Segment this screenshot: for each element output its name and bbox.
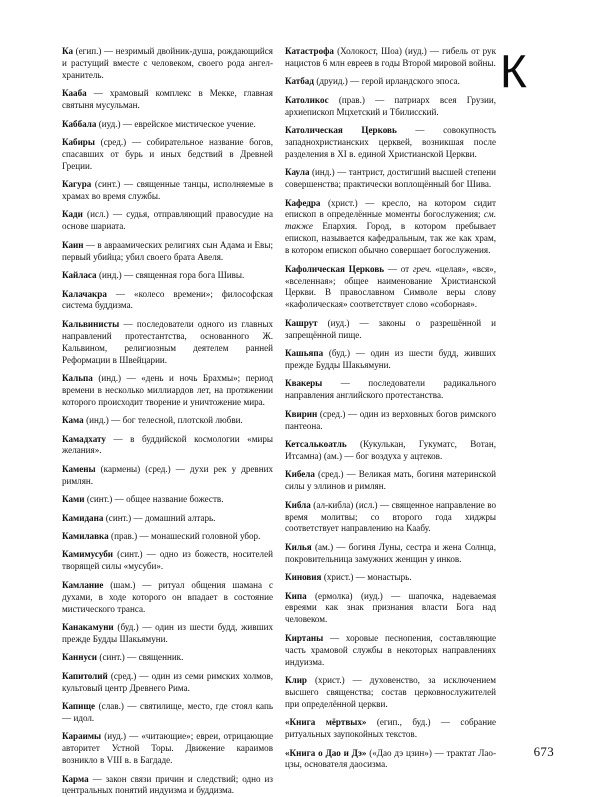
dictionary-entry: [285, 675, 496, 711]
entry-definition: — закон связи причин и следствий; одно из центральных понятий индуизма и буддизма.: [62, 774, 273, 796]
dictionary-entry: [62, 671, 273, 695]
entry-definition: (Кукулькан, Гукуматс, Вотан, Итсамна) (ам.) — бог воздуха у ацтеков.: [285, 439, 496, 461]
dictionary-entry: [62, 119, 273, 131]
dictionary-entry: [285, 167, 496, 191]
entry-headword: Камены: [62, 464, 96, 474]
entry-definition: (буд.) — один из шести будд, живших прежде Будды Шакьямуни.: [285, 348, 496, 370]
entry-headword: Ками: [62, 494, 84, 504]
entry-definition: (синт.) — общее название божеств.: [84, 494, 223, 504]
entry-definition: (инд.) — священная гора бога Шивы.: [97, 270, 245, 280]
entry-definition: (кармены) (сред.) — духи рек у древних римлян.: [62, 464, 273, 486]
dictionary-entry: [62, 580, 273, 616]
entry-definition: (исл.) — судья, отправляющий правосудие на основе шариата.: [62, 209, 273, 231]
entry-definition: (синт.) — священные танцы, исполняемые в храмах во время службы.: [62, 179, 273, 201]
entry-headword: Камимусуби: [62, 549, 113, 559]
entry-headword: Кибла: [285, 500, 311, 510]
entry-headword: Кафолическая Церковь: [285, 264, 384, 274]
entry-headword: Киртаны: [285, 633, 323, 643]
dictionary-entry: [285, 264, 496, 312]
entry-headword: «Книга о Дао и Дэ»: [285, 748, 366, 758]
entry-definition: (синт.) — одно из божеств, носителей творящей силы «мусуби».: [62, 549, 273, 571]
entry-definition: (христ.) — духовенство, за исключением высшего священства; состав церковнослужителей при определённой церкви.: [285, 675, 496, 709]
dictionary-entry: [62, 137, 273, 173]
dictionary-entry: [62, 240, 273, 264]
entry-definition: — храмовый комплекс в Мекке, главная святыня мусульман.: [62, 88, 273, 110]
dictionary-entry: [285, 198, 496, 258]
entry-definition: (прав.) — монашеский головной убор.: [109, 531, 261, 541]
entry-headword: Калачакра: [62, 289, 107, 299]
entry-headword: «Книга мёртвых»: [285, 717, 366, 727]
entry-definition: (егип.) — незримый двойник-душа, рождающийся и растущий вместе с человеком, своего рода ангел-хранитель.: [62, 46, 273, 80]
dictionary-entry: [285, 633, 496, 669]
entry-definition: (иуд.) — законы о разрешённой и запрещённой пище.: [285, 318, 496, 340]
dictionary-entry: [62, 179, 273, 203]
entry-definition: (буд.) — один из шести будд, живших прежде Будды Шакьямуни.: [62, 622, 273, 644]
entry-definition: (инд.) — бог телесной, плотской любви.: [84, 415, 243, 425]
entry-headword: Каула: [285, 167, 310, 177]
entry-headword: Католикос: [285, 95, 329, 105]
entry-headword: Кашрут: [285, 318, 318, 328]
entry-definition: (ам.) — богиня Луны, сестра и жена Солнца, покровительница замужних женщин у инков.: [285, 542, 496, 564]
dictionary-entry: [62, 622, 273, 646]
dictionary-entry: [285, 76, 496, 88]
left-column: [62, 46, 273, 726]
entry-headword: Караимы: [62, 731, 101, 741]
entry-headword: Кади: [62, 209, 83, 219]
dictionary-entry: [285, 717, 496, 741]
entry-headword: Каббала: [62, 119, 96, 129]
entry-italic-marker: греч.: [413, 264, 432, 274]
dictionary-entry: [62, 88, 273, 112]
entry-headword: Кагура: [62, 179, 91, 189]
entry-headword: Капитолий: [62, 671, 108, 681]
dictionary-entry: [62, 434, 273, 458]
entry-headword: Кама: [62, 415, 84, 425]
entry-definition: — в авраамических религиях сын Адама и Евы; первый убийца; убил своего брата Авеля.: [62, 240, 273, 262]
entry-headword: Клир: [285, 675, 307, 685]
entry-definition: (сред.) — один из верховных богов римского пантеона.: [285, 409, 496, 431]
entry-headword: Кайласа: [62, 270, 97, 280]
dictionary-entry: [62, 464, 273, 488]
entry-definition: (прав.) — патриарх всея Грузии, архиепископ Мцхетский и Тбилисский.: [285, 95, 496, 117]
entry-definition: («Дао дэ цзин») — трактат Лао-цзы, основателя даосизма.: [285, 748, 496, 770]
dictionary-entry: [62, 46, 273, 82]
dictionary-entry: [62, 209, 273, 233]
dictionary-entry: [285, 439, 496, 463]
entry-definition: (сред.) — собирательное название богов, спасавших от бурь и иных бедствий в Древней Греции.: [62, 137, 273, 171]
entry-definition: (слав.) — святилище, место, где стоял капь — идол.: [62, 701, 273, 723]
dictionary-entry: [285, 748, 496, 772]
entry-definition: (инд.) — тантрист, достигший высшей степени совершенства; практически воплощённый бог Шива.: [285, 167, 496, 189]
dictionary-entry: [62, 494, 273, 506]
entry-headword: Квирин: [285, 409, 317, 419]
dictionary-entry: [62, 373, 273, 409]
dictionary-entry: [62, 415, 273, 427]
entry-headword: Кабиры: [62, 137, 95, 147]
entry-definition: — последователи одного из главных направлений протестантства, основанного Ж. Кальвином, религиозным деятелем ранней Реформации в Швейцарии.: [62, 319, 273, 365]
dictionary-entry: [62, 731, 273, 767]
dictionary-entry: [62, 652, 273, 664]
entry-italic-marker: см. также: [285, 209, 496, 231]
dictionary-entry: [62, 531, 273, 543]
entry-headword: Камлание: [62, 580, 103, 590]
entry-headword: Кашьяпа: [285, 348, 323, 358]
dictionary-entry: [62, 513, 273, 525]
entry-headword: Кафедра: [285, 198, 320, 208]
dictionary-entry: [62, 289, 273, 313]
entry-definition: — «колесо времени»; философская система буддизма.: [62, 289, 273, 311]
entry-definition: (синт.) — священник.: [97, 652, 183, 662]
right-column: [285, 46, 496, 726]
dictionary-entry: [285, 95, 496, 119]
dictionary-entry: [285, 46, 496, 70]
entry-headword: Кальвинисты: [62, 319, 119, 329]
entry-headword: Каннуси: [62, 652, 97, 662]
entry-headword: Камадхату: [62, 434, 106, 444]
text-columns: [62, 46, 496, 726]
dictionary-entry: [285, 500, 496, 536]
entry-definition: (ал-кибла) (исл.) — священное направление во время молитвы; со второго года хиджры соответствует направлению на Каабу.: [285, 500, 496, 534]
entry-headword: Кааба: [62, 88, 87, 98]
entry-headword: Капище: [62, 701, 95, 711]
entry-headword: Ка: [62, 46, 73, 56]
dictionary-entry: [62, 549, 273, 573]
entry-headword: Камилавка: [62, 531, 109, 541]
entry-headword: Квакеры: [285, 378, 322, 388]
dictionary-entry: [285, 318, 496, 342]
entry-definition: (иуд.) — «читающие»; евреи, отрицающие авторитет Устной Торы. Движение караимов возникло в VIII в. в Багдаде.: [62, 731, 273, 765]
entry-definition: — совокупность западнохристианских церквей, возникшая после разделения в XI в. единой Христианской Церкви.: [285, 125, 496, 159]
entry-headword: Катастрофа: [285, 46, 334, 56]
dictionary-entry: [62, 701, 273, 725]
dictionary-entry: [285, 348, 496, 372]
entry-definition-cont: Епархия. Город, в котором пребывает епископ, называется кафедральным, так же как храм, в котором епископ обычно совершает богослужения.: [285, 221, 496, 255]
entry-definition: (сред.) — один из семи римских холмов, культовый центр Древнего Рима.: [62, 671, 273, 693]
entry-headword: Канакамуни: [62, 622, 114, 632]
entry-definition: (друид.) — герой ирландского эпоса.: [314, 76, 460, 86]
entry-headword: Кальпа: [62, 373, 93, 383]
entry-headword: Камидана: [62, 513, 103, 523]
dictionary-entry: [62, 774, 273, 797]
entry-definition: (христ.) — монастырь.: [321, 572, 411, 582]
dictionary-entry: [285, 125, 496, 161]
dictionary-entry: [285, 469, 496, 493]
page-number: 673: [534, 744, 554, 760]
entry-definition: (шам.) — ритуал общения шамана с духами, в ходе которого он впадает в состояние мистического транса.: [62, 580, 273, 614]
entry-headword: Карма: [62, 774, 89, 784]
entry-headword: Кипа: [285, 591, 307, 601]
entry-definition: (иуд.) — еврейское мистическое учение.: [96, 119, 255, 129]
entry-definition: — хоровые песнопения, составляющие часть храмовой службы в некоторых направлениях индуизма.: [285, 633, 496, 667]
entry-definition: (егип., буд.) — собрание ритуальных заупокойных текстов.: [285, 717, 496, 739]
letter-index-tab: К: [500, 42, 570, 112]
entry-definition: (синт.) — домашний алтарь.: [103, 513, 215, 523]
entry-headword: Католическая Церковь: [285, 125, 397, 135]
entry-definition-cont: «целая», «вся», «вселенная»; общее наименование Христианской Церкви. В православном Символе веры слову «кафолическая» соответствует слово «соборная».: [285, 264, 496, 310]
entry-definition: (ермолка) (иуд.) — шапочка, надеваемая евреями как знак признания власти Бога над человеком.: [285, 591, 496, 625]
dictionary-entry: [285, 378, 496, 402]
dictionary-entry: [62, 270, 273, 282]
entry-definition: (христ.) — кресло, на котором сидит епископ в определённые моменты богослужения;: [285, 198, 496, 220]
entry-definition: (инд.) — «день и ночь Брахмы»; период времени в несколько миллиардов лет, на протяжении которого происходит творение и уничтожение мира.: [62, 373, 273, 407]
dictionary-entry: [285, 542, 496, 566]
dictionary-entry: [285, 409, 496, 433]
dictionary-entry: [285, 591, 496, 627]
entry-headword: Килья: [285, 542, 312, 552]
entry-headword: Кетсалькоатль: [285, 439, 347, 449]
entry-headword: Кибела: [285, 469, 315, 479]
entry-headword: Киновия: [285, 572, 321, 582]
dictionary-entry: [62, 319, 273, 367]
entry-headword: Катбад: [285, 76, 314, 86]
entry-definition: (Холокост, Шоа) (иуд.) — гибель от рук нацистов 6 млн евреев в годы Второй мировой войны.: [285, 46, 496, 68]
entry-definition: — последователи радикального направления английского протестанства.: [285, 378, 496, 400]
dictionary-entry: [285, 572, 496, 584]
entry-definition: — в буддийской космологии «миры желания».: [62, 434, 273, 456]
entry-definition: (сред.) — Великая мать, богиня материнской силы у эллинов и римлян.: [285, 469, 496, 491]
entry-definition: — от: [384, 264, 413, 274]
entry-headword: Каин: [62, 240, 84, 250]
